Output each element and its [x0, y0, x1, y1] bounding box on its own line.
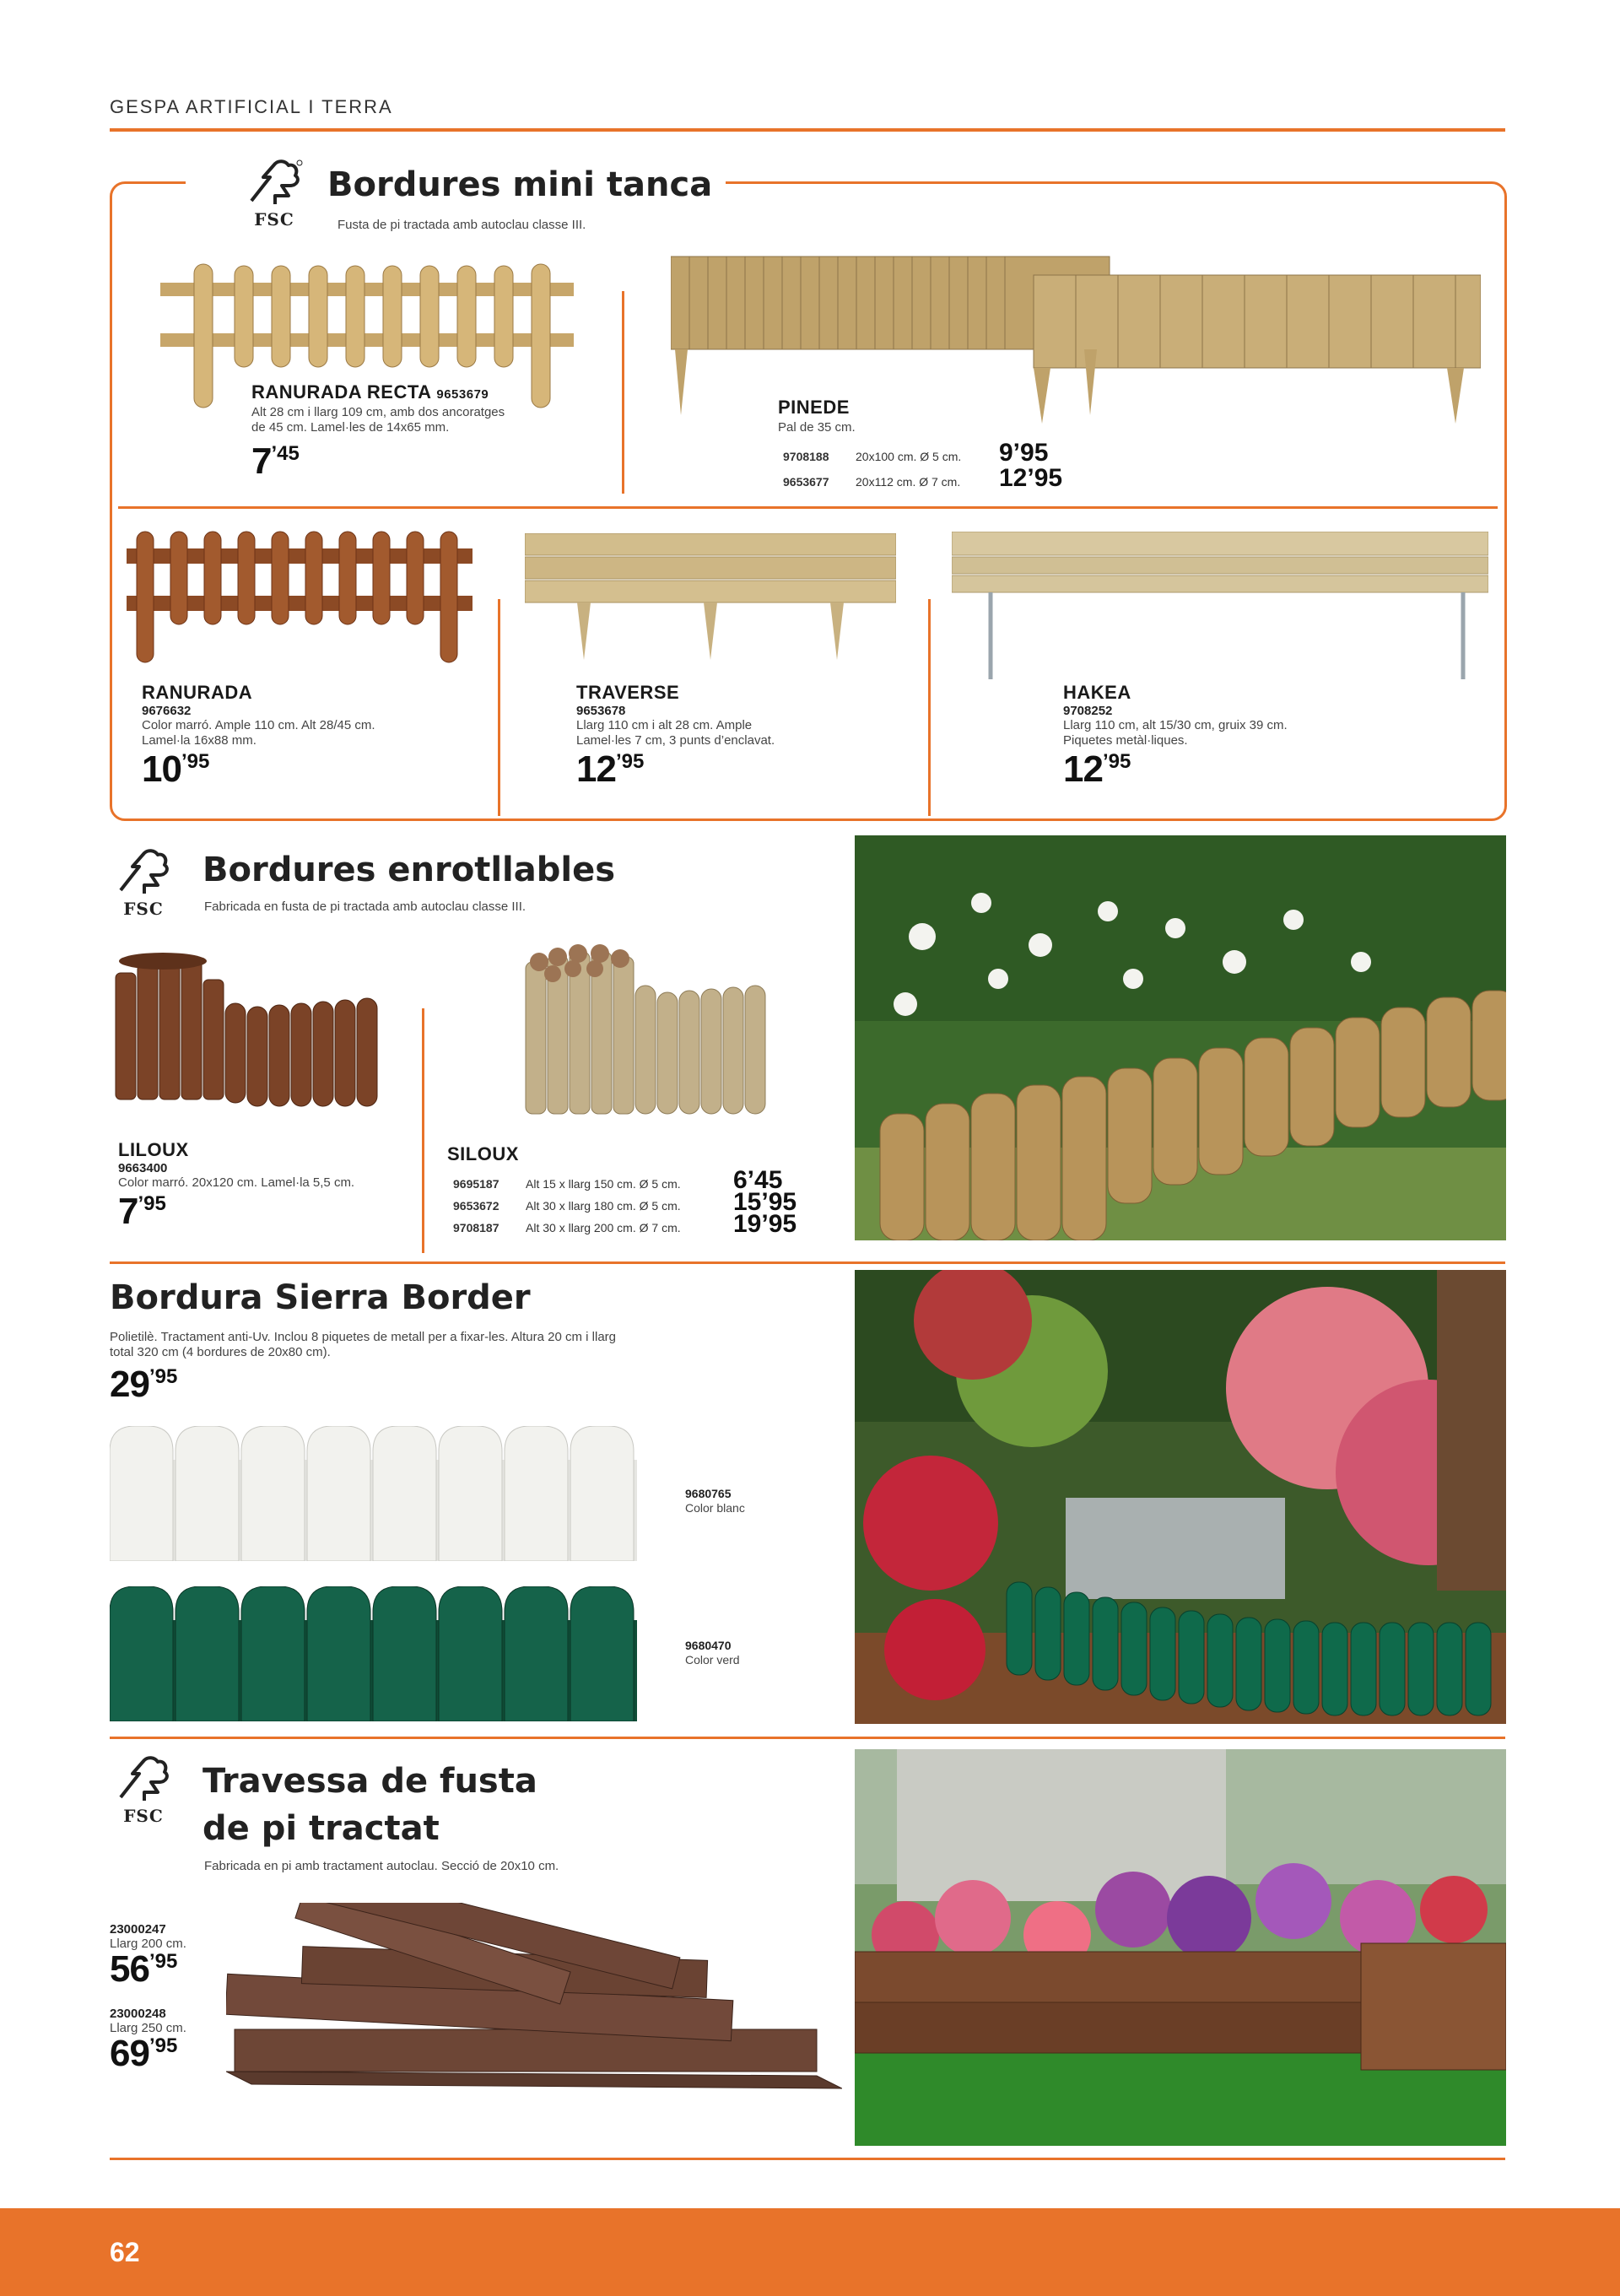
price-decimals: ’95: [148, 2034, 178, 2057]
sierra-desc-line1: Polietilè. Tractament anti-Uv. Inclou 8 piquetes de metall per a fixar-les. Altura 20 cm i llarg: [110, 1330, 616, 1344]
hakea-code: 9708252: [1063, 704, 1113, 718]
photo-rolled-border-garden: [855, 835, 1506, 1240]
ranurada-image: [127, 530, 472, 665]
siloux-variant-row: [453, 1210, 797, 1238]
traverse-desc-line2: Lamel·les 7 cm, 3 punts d’enclavat.: [576, 733, 775, 748]
variant-code: 9653672: [453, 1199, 500, 1213]
price-integer: 56: [110, 1948, 149, 1990]
liloux-price: [118, 1191, 354, 1233]
price-decimals: ’95: [138, 1192, 166, 1215]
header-divider: [110, 128, 1505, 132]
variant-code: 9653677: [783, 475, 829, 489]
travessa-code: 23000248: [110, 2007, 166, 2021]
traverse-price: [576, 748, 775, 791]
variant-price: 19’95: [733, 1210, 797, 1238]
siloux-variant-row: [453, 1166, 796, 1194]
variant-code: 9708187: [453, 1221, 500, 1234]
travessa-length: Llarg 250 cm.: [110, 2021, 186, 2035]
ranurada-recta-code: 9653679: [436, 387, 489, 402]
price-decimals: ’95: [148, 1950, 178, 1973]
variant-price: 12’95: [999, 464, 1063, 492]
travessa-title-line2: de pi tractat: [202, 1809, 440, 1848]
travessa-length: Llarg 200 cm.: [110, 1937, 186, 1951]
liloux-name: LILOUX: [118, 1139, 189, 1160]
sierra-white-code: 9680765: [685, 1487, 732, 1500]
fsc-tree-icon: [114, 1755, 173, 1806]
siloux-variants: [453, 1166, 797, 1238]
liloux-code: 9663400: [118, 1161, 168, 1175]
travessa-code: 23000247: [110, 1922, 166, 1937]
fsc-tree-icon: [245, 159, 304, 209]
price-integer: 69: [110, 2033, 149, 2074]
sierra-desc-line2: total 320 cm (4 bordures de 20x80 cm).: [110, 1345, 331, 1359]
variant-price: 9’95: [999, 439, 1049, 467]
variant-price: 6’45: [733, 1166, 783, 1194]
ranurada-recta-name-text: RANURADA RECTA: [251, 381, 431, 402]
sierra-title: Bordura Sierra Border: [110, 1278, 531, 1317]
enrotllables-subtitle: Fabricada en fusta de pi tractada amb autoclau classe III.: [204, 899, 526, 914]
hakea-price: [1063, 748, 1288, 791]
traverse-image: [525, 533, 896, 668]
sierra-white-image: [110, 1426, 637, 1561]
pinede-variant-row: [783, 439, 1062, 467]
travessa-item-200: [110, 1922, 186, 1991]
fsc-label: FSC: [123, 1806, 164, 1826]
garden-illustration: [855, 835, 1506, 1240]
travessa-price: [110, 2033, 186, 2075]
variant-spec: 20x100 cm. Ø 5 cm.: [856, 450, 962, 463]
price-decimals: ’95: [148, 1365, 178, 1388]
garden-illustration: [855, 1749, 1506, 2146]
price-integer: 10: [142, 748, 181, 790]
price-decimals: ’95: [181, 750, 210, 773]
pinede-name: PINEDE: [778, 397, 850, 418]
pinede-variants: [783, 439, 1063, 492]
garden-illustration: [855, 1270, 1506, 1724]
travessa-item-250: [110, 2007, 186, 2075]
variant-price: 15’95: [733, 1188, 797, 1216]
traverse-name: TRAVERSE: [576, 682, 680, 703]
ranurada-price: [142, 748, 375, 791]
ranurada-recta-desc: [251, 405, 505, 435]
sierra-desc: [110, 1330, 616, 1360]
variant-spec: Alt 30 x llarg 200 cm. Ø 7 cm.: [526, 1221, 681, 1234]
ranurada-name: RANURADA: [142, 682, 253, 703]
price-integer: 29: [110, 1364, 149, 1405]
photo-travessa-planter: [855, 1749, 1506, 2146]
ranurada-desc-line1: Color marró. Ample 110 cm. Alt 28/45 cm.: [142, 718, 375, 732]
traverse-code: 9653678: [576, 704, 626, 718]
hakea-info: [1063, 682, 1288, 791]
sierra-white-info: [685, 1487, 745, 1515]
hakea-desc-line1: Llarg 110 cm, alt 15/30 cm, gruix 39 cm.: [1063, 718, 1288, 732]
fsc-logo: [110, 1755, 177, 1826]
sierra-green-info: [685, 1639, 740, 1667]
ranurada-recta-price: [251, 440, 300, 483]
photo-sierra-border-garden: [855, 1270, 1506, 1724]
price-integer: 7: [118, 1191, 138, 1232]
liloux-desc: Color marró. 20x120 cm. Lamel·la 5,5 cm.: [118, 1175, 355, 1190]
siloux-variant-row: [453, 1188, 797, 1216]
page-number: 62: [110, 2237, 140, 2267]
siloux-image: [519, 943, 780, 1121]
siloux-name: SILOUX: [447, 1143, 519, 1164]
section-label: GESPA ARTIFICIAL I TERRA: [110, 96, 393, 117]
pinede-desc: Pal de 35 cm.: [778, 420, 856, 435]
sierra-price: [110, 1364, 177, 1406]
hakea-name: HAKEA: [1063, 682, 1131, 703]
travessa-title: [202, 1758, 537, 1852]
ranurada-recta-desc-line2: de 45 cm. Lamel·les de 14x65 mm.: [251, 420, 450, 435]
hakea-image: [952, 532, 1488, 683]
ranurada-code: 9676632: [142, 704, 192, 718]
variant-spec: 20x112 cm. Ø 7 cm.: [856, 475, 961, 489]
sierra-green-color: Color verd: [685, 1653, 740, 1667]
price-integer: 12: [576, 748, 616, 790]
fsc-logo: [240, 159, 308, 230]
sierra-white-color: Color blanc: [685, 1501, 745, 1515]
price-integer: 12: [1063, 748, 1103, 790]
price-integer: 7: [251, 440, 272, 482]
liloux-info: [118, 1139, 354, 1233]
variant-code: 9708188: [783, 450, 829, 463]
fsc-label: FSC: [254, 209, 294, 230]
price-decimals: ’95: [1102, 750, 1131, 773]
page-footer: [0, 2208, 1620, 2296]
mini-tanca-subtitle: Fusta de pi tractada amb autoclau classe III.: [338, 218, 586, 232]
travessa-image: [226, 1903, 842, 2105]
travessa-title-line1: Travessa de fusta: [202, 1762, 537, 1801]
liloux-image: [114, 949, 388, 1118]
traverse-info: [576, 682, 775, 791]
travessa-subtitle: Fabricada en pi amb tractament autoclau. Secció de 20x10 cm.: [204, 1859, 559, 1873]
ranurada-desc-line2: Lamel·la 16x88 mm.: [142, 733, 256, 748]
ranurada-recta-desc-line1: Alt 28 cm i llarg 109 cm, amb dos ancoratges: [251, 405, 505, 419]
sierra-green-image: [110, 1586, 637, 1721]
sierra-green-code: 9680470: [685, 1639, 732, 1652]
traverse-desc-line1: Llarg 110 cm i alt 28 cm. Ample: [576, 718, 753, 732]
variant-spec: Alt 30 x llarg 180 cm. Ø 5 cm.: [526, 1199, 681, 1213]
fsc-tree-icon: [114, 848, 173, 899]
pinede-variant-row: [783, 464, 1063, 492]
price-decimals: ’45: [271, 442, 300, 465]
fsc-logo: [110, 848, 177, 919]
enrotllables-title: Bordures enrotllables: [202, 851, 616, 889]
variant-spec: Alt 15 x llarg 150 cm. Ø 5 cm.: [526, 1177, 681, 1191]
ranurada-recta-name: [251, 381, 489, 403]
ranurada-info: [142, 682, 375, 791]
price-decimals: ’95: [615, 750, 645, 773]
mini-tanca-title: Bordures mini tanca: [327, 165, 713, 204]
variant-code: 9695187: [453, 1177, 500, 1191]
fsc-label: FSC: [123, 899, 164, 919]
travessa-price: [110, 1948, 186, 1991]
hakea-desc-line2: Piquetes metàl·liques.: [1063, 733, 1188, 748]
